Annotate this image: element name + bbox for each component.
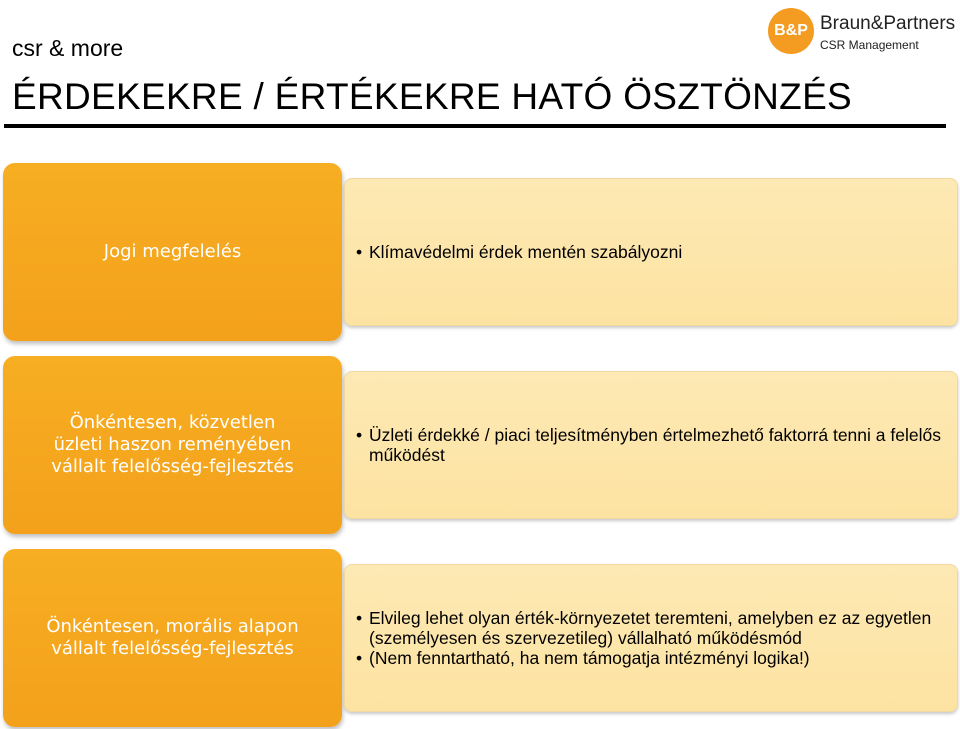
logo-badge: B&P (768, 8, 814, 54)
row-label-box (3, 356, 342, 534)
bullet-list (355, 425, 949, 465)
bullet-item: • Elvileg lehet olyan érték-környezetet teremteni, amelyben ez az egyetlen (személyesen és szervezetileg) vállalható működésmód (355, 608, 949, 648)
row-label-line: Jogi megfelelés (103, 241, 242, 262)
subtitle: csr & more (12, 35, 124, 61)
company-logo (768, 8, 956, 54)
row-label-box (3, 163, 342, 341)
row-content-box (344, 178, 958, 326)
bullet-item: • (Nem fenntartható, ha nem támogatja intézményi logika!) (355, 648, 949, 668)
row-label-box (3, 549, 342, 727)
row-label-line: Önkéntesen, közvetlen (69, 412, 276, 433)
bullet-item: • Klímavédelmi érdek mentén szabályozni (355, 242, 949, 262)
logo-tagline: CSR Management (820, 38, 919, 52)
logo-name: Braun&Partners (820, 13, 956, 34)
page-title: ÉRDEKEKRE / ÉRTÉKEKRE HATÓ ÖSZTÖNZÉS (12, 76, 853, 117)
title-divider (4, 124, 946, 128)
bullet-list (355, 242, 949, 262)
bullet-list (355, 608, 949, 668)
row-label-line: Önkéntesen, morális alapon (46, 616, 299, 637)
row-label-line: vállalt felelősség-fejlesztés (51, 638, 294, 659)
row-content-box (344, 371, 958, 519)
bullet-item: • Üzleti érdekké / piaci teljesítményben értelmezhető faktorrá tenni a felelős működést (355, 425, 949, 465)
row-label-line: vállalt felelősség-fejlesztés (51, 456, 294, 477)
row-label-line: üzleti haszon reményében (53, 434, 292, 455)
row-content-box (344, 564, 958, 712)
